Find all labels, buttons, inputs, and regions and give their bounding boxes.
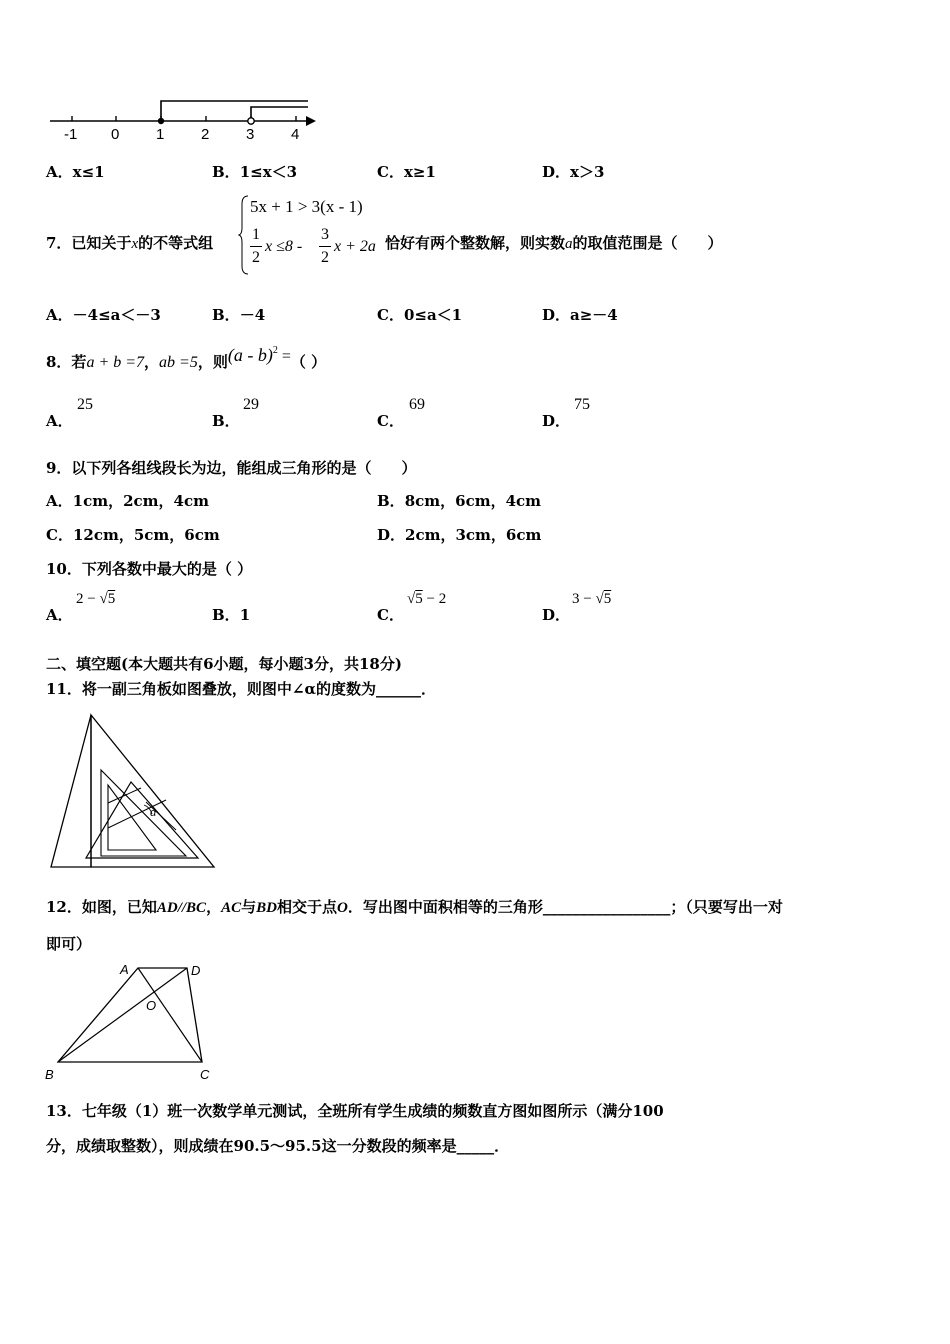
q8-option-c: C．	[377, 412, 404, 430]
q13-stem-line1: 13．七年级（1）班一次数学单元测试，全班所有学生成绩的频数直方图如图所示（满分100	[46, 1102, 664, 1120]
q7-frac2-den: 2	[321, 249, 329, 266]
q10-option-b: B．1	[212, 606, 251, 624]
label-a: A	[120, 962, 129, 977]
q9-option-a: A．1cm，2cm，4cm	[46, 492, 209, 510]
q13-stem-line2: 分，成绩取整数），则成绩在90.5～95.5这一分数段的频率是_____．	[46, 1137, 510, 1155]
q8-option-c-value: 69	[409, 396, 425, 413]
q11-triangle-figure	[46, 710, 221, 872]
q8-stem: 8．若a + b =7，ab =5，则(a - b)$^2$ =（ ）	[46, 345, 327, 371]
q10-option-a: A．	[46, 606, 73, 624]
q6-option-b: B．1≤x＜3	[212, 163, 298, 181]
q7-frac2-num: 3	[321, 226, 329, 243]
q7-option-c: C．0≤a＜1	[377, 306, 463, 324]
q7-frac1-bar	[250, 246, 262, 247]
label-d: D	[191, 963, 201, 978]
q10-option-d-expr: 3 − √5	[572, 591, 612, 607]
label-c: C	[200, 1067, 210, 1082]
q9-stem: 9．以下列各组线段长为边，能组成三角形的是（ ）	[46, 459, 417, 477]
q6-option-d: D．x＞3	[542, 163, 605, 181]
q6-option-c: C．x≥1	[377, 163, 436, 181]
q6-number-line	[44, 94, 324, 144]
q7-stem-post: 恰好有两个整数解，则实数a的取值范围是（ ）	[385, 234, 723, 252]
q12-stem-line2: 即可）	[46, 935, 92, 953]
q11-stem: 11．将一副三角板如图叠放，则图中∠α的度数为______．	[46, 680, 436, 698]
q8-option-a-value: 25	[77, 396, 93, 413]
q7-option-d: D．a≥－4	[542, 306, 618, 324]
q12-trapezoid-figure	[40, 958, 225, 1086]
q6-option-a: A．x≤1	[46, 163, 105, 181]
tick-label: 1	[156, 126, 165, 143]
tick-label: 0	[111, 126, 120, 143]
q7-ineq2-end: x + 2a	[334, 238, 376, 255]
q10-option-a-expr: 2 − √5	[76, 591, 116, 607]
q7-option-b: B．－4	[212, 306, 266, 324]
q7-frac1-den: 2	[252, 249, 260, 266]
tick-label: 3	[246, 126, 255, 143]
alpha-label: α	[150, 807, 157, 819]
section2-title: 二、填空题(本大题共有6小题，每小题3分，共18分)	[46, 655, 402, 673]
q10-option-d: D．	[542, 606, 571, 624]
q8-option-d: D．	[542, 412, 571, 430]
q12-stem: 12．如图，已知AD//BC，AC与BD相交于点O．写出图中面积相等的三角形_________________；（只要写出一对	[46, 898, 783, 916]
q10-option-c: C．	[377, 606, 404, 624]
q7-ineq1: 5x + 1 > 3(x - 1)	[250, 197, 363, 216]
tick-label: 2	[201, 126, 210, 143]
q10-option-c-expr: √5 − 2	[407, 591, 447, 607]
q8-option-d-value: 75	[574, 396, 590, 413]
q8-option-b-value: 29	[243, 396, 259, 413]
q9-option-b: B．8cm，6cm，4cm	[377, 492, 542, 510]
q7-system	[238, 194, 384, 276]
tick-label: 4	[291, 126, 300, 143]
label-b: B	[45, 1067, 54, 1082]
tick-label: -1	[64, 126, 78, 143]
q7-frac2-bar	[319, 246, 331, 247]
q7-stem: 7．已知关于x的不等式组	[46, 234, 214, 252]
q7-ineq2-mid: x ≤8 -	[265, 238, 303, 255]
q9-option-d: D．2cm，3cm，6cm	[377, 526, 542, 544]
label-o: O	[146, 998, 157, 1013]
q9-option-c: C．12cm，5cm，6cm	[46, 526, 220, 544]
q8-option-b: B．	[212, 412, 240, 430]
q10-stem: 10．下列各数中最大的是（ ）	[46, 560, 253, 578]
q7-option-a: A．－4≤a＜－3	[46, 306, 161, 324]
q8-option-a: A．	[46, 412, 73, 430]
q7-frac1-num: 1	[252, 226, 260, 243]
